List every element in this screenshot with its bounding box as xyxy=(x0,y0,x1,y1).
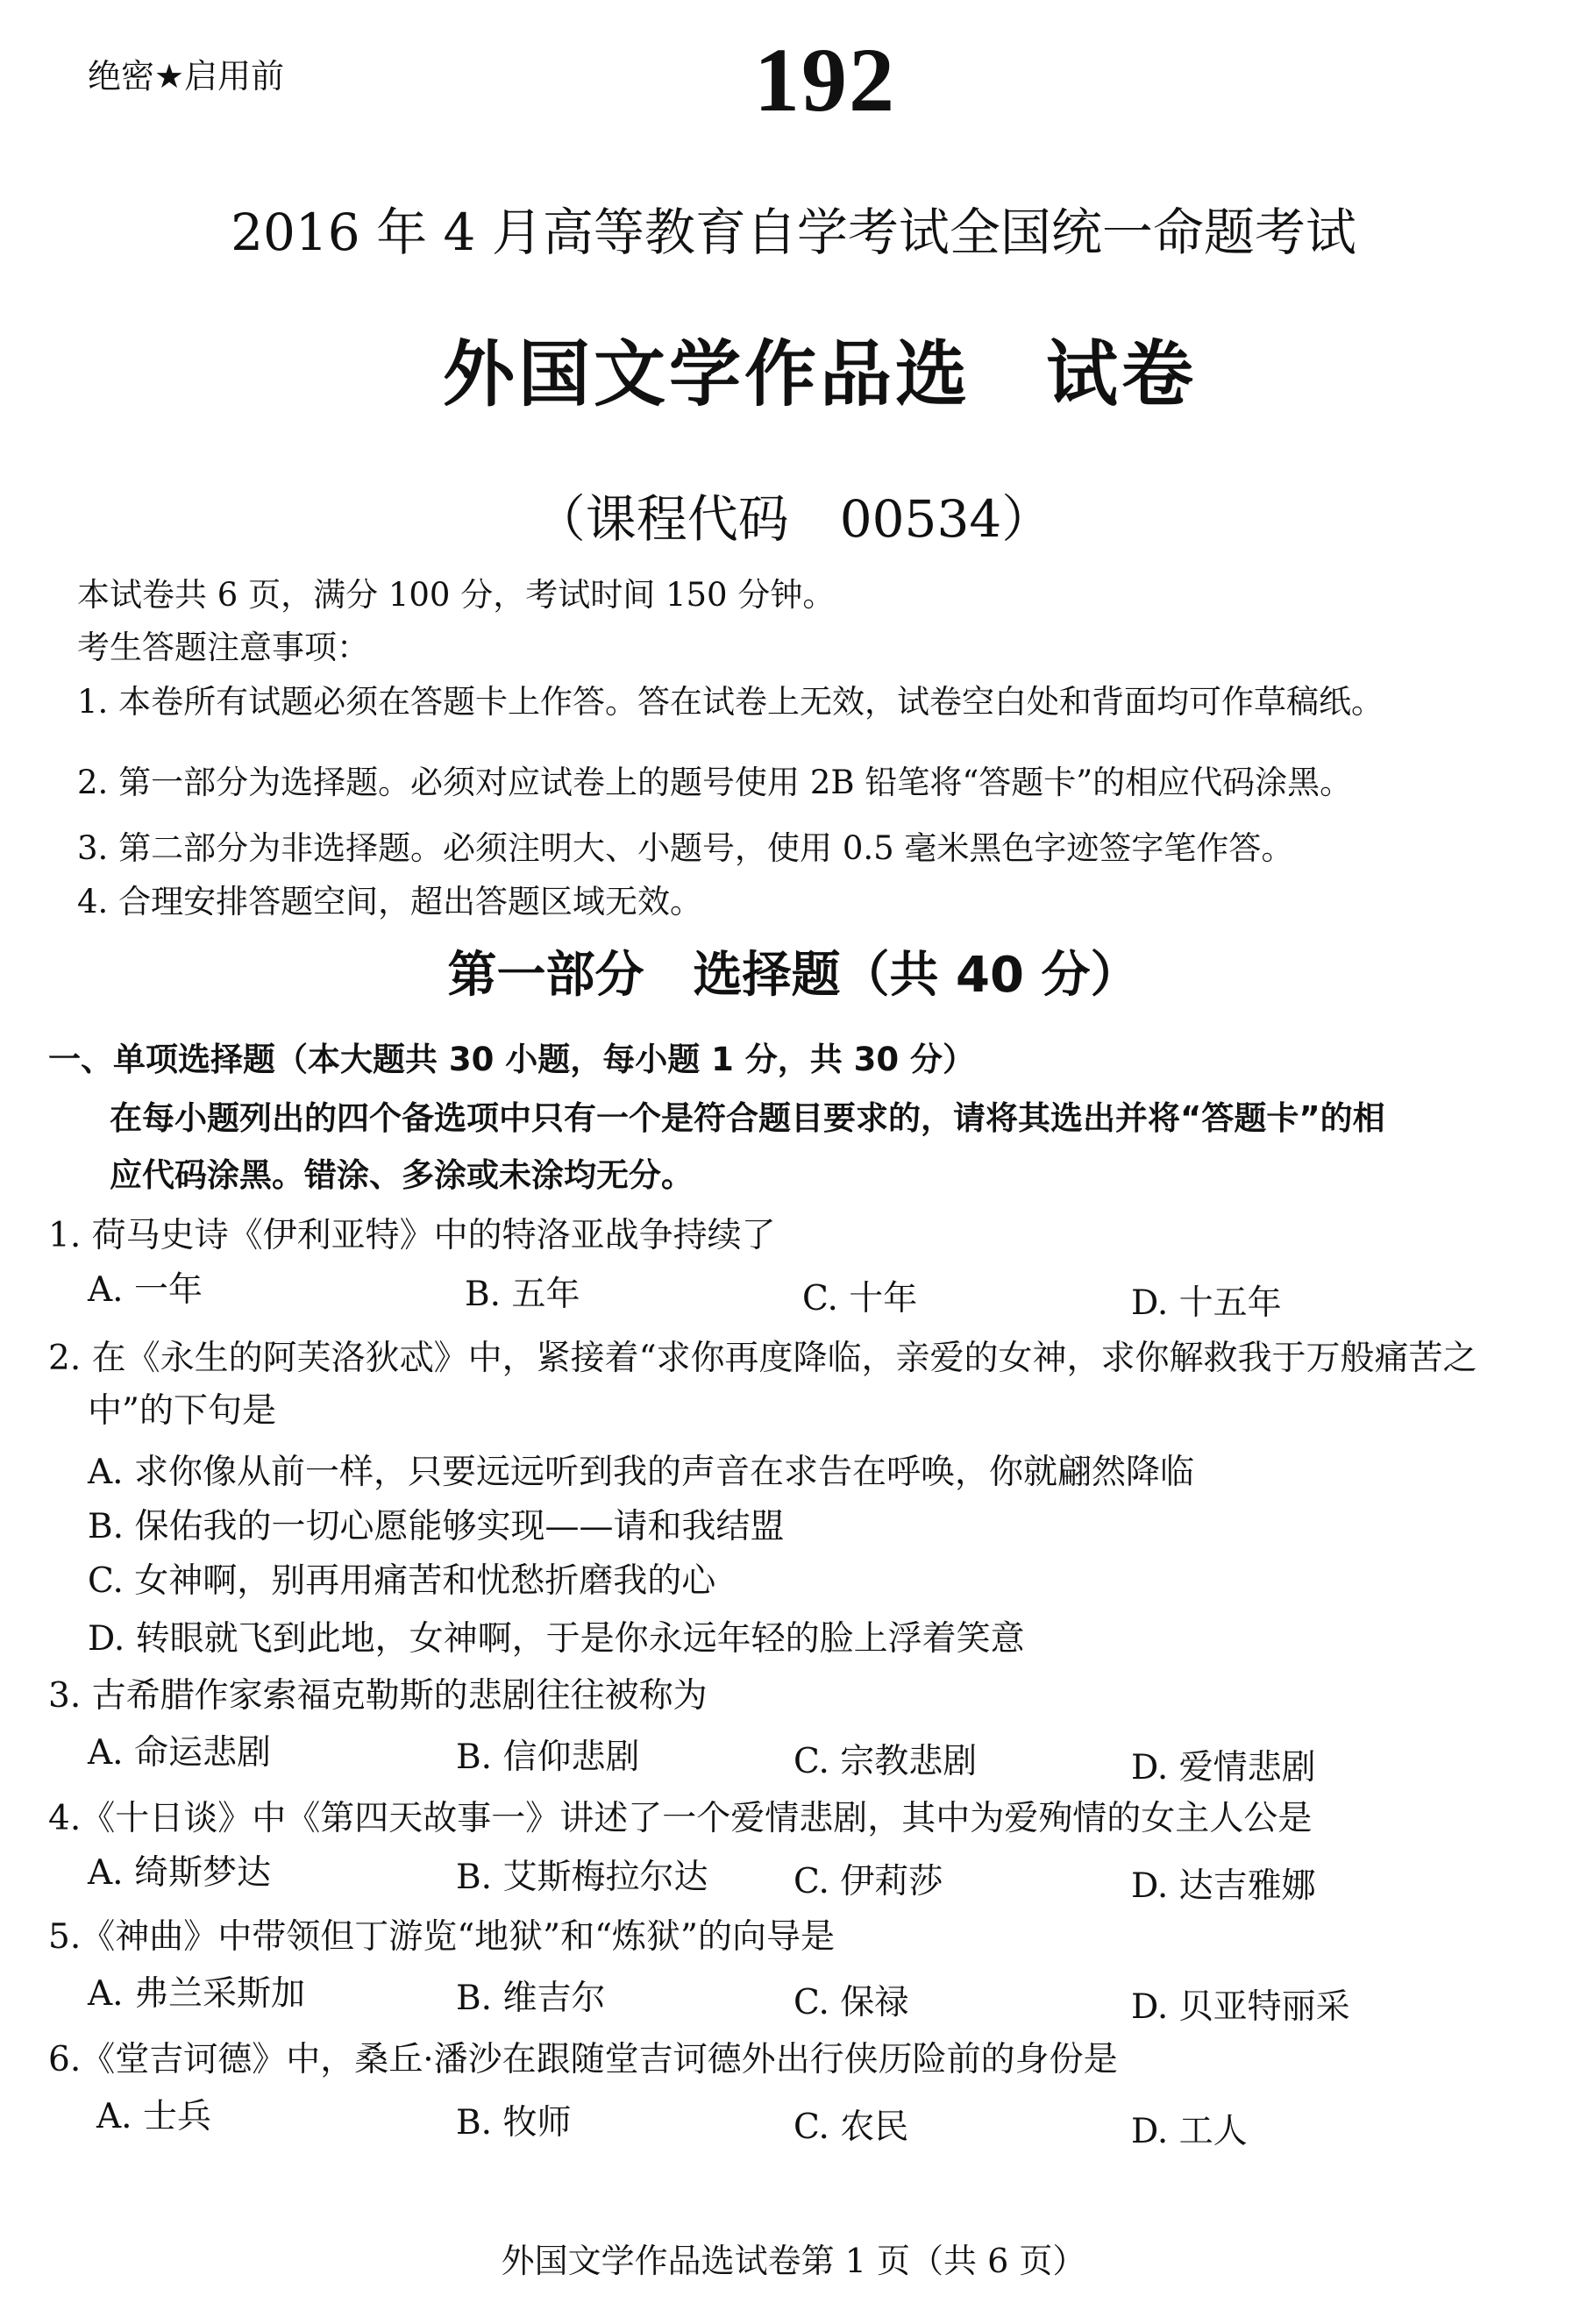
answer-option: B. 牧师 xyxy=(456,2103,572,2143)
answer-option: A. 士兵 xyxy=(96,2097,211,2136)
question-stem: 5.《神曲》中带领但丁游览“地狱”和“炼狱”的向导是 xyxy=(48,1917,835,1957)
paper-info: 本试卷共 6 页，满分 100 分，考试时间 150 分钟。 xyxy=(77,576,836,614)
answer-option: D. 工人 xyxy=(1131,2112,1248,2151)
question-group-heading: 一、单项选择题（本大题共 30 小题，每小题 1 分，共 30 分） xyxy=(48,1041,976,1078)
note-item: 3. 第二部分为非选择题。必须注明大、小题号，使用 0.5 毫米黑色字迹签字笔作答。 xyxy=(77,829,1294,867)
question-stem: 2. 在《永生的阿芙洛狄忒》中，紧接着“求你再度降临，亲爱的女神，求你解救我于万般痛苦之 xyxy=(48,1339,1477,1378)
answer-option: B. 维吉尔 xyxy=(456,1979,606,2018)
note-item: 2. 第一部分为选择题。必须对应试卷上的题号使用 2B 铅笔将“答题卡”的相应代码涂黑。 xyxy=(77,764,1353,801)
answer-option: C. 十年 xyxy=(802,1279,918,1318)
answer-option: A. 求你像从前一样，只要远远听到我的声音在求告在呼唤，你就翩然降临 xyxy=(88,1453,1194,1492)
exam-title: 2016 年 4 月高等教育自学考试全国统一命题考试 xyxy=(231,203,1356,262)
question-stem: 中”的下句是 xyxy=(88,1391,276,1431)
answer-option: C. 农民 xyxy=(794,2107,909,2147)
answer-option: C. 保禄 xyxy=(794,1983,909,2022)
answer-option: A. 绮斯梦达 xyxy=(88,1853,271,1893)
answer-option: B. 保佑我的一切心愿能够实现——请和我结盟 xyxy=(88,1507,785,1546)
instruction-line: 在每小题列出的四个备选项中只有一个是符合题目要求的，请将其选出并将“答题卡”的相 xyxy=(110,1099,1385,1137)
answer-option: D. 爱情悲剧 xyxy=(1131,1748,1316,1787)
answer-option: A. 弗兰采斯加 xyxy=(88,1974,305,2014)
notes-heading: 考生答题注意事项： xyxy=(77,629,369,666)
question-stem: 6.《堂吉诃德》中，桑丘·潘沙在跟随堂吉诃德外出行侠历险前的身份是 xyxy=(48,2040,1118,2079)
answer-option: B. 信仰悲剧 xyxy=(456,1738,640,1777)
course-code: （课程代码 00534） xyxy=(534,489,1053,549)
note-item: 4. 合理安排答题空间，超出答题区域无效。 xyxy=(77,883,703,920)
question-stem: 1. 荷马史诗《伊利亚特》中的特洛亚战争持续了 xyxy=(48,1216,776,1255)
section-title: 第一部分 选择题（共 40 分） xyxy=(447,947,1140,1004)
answer-option: A. 一年 xyxy=(88,1270,203,1310)
note-item: 1. 本卷所有试题必须在答题卡上作答。答在试卷上无效，试卷空白处和背面均可作草稿纸。 xyxy=(77,683,1384,721)
answer-option: C. 宗教悲剧 xyxy=(794,1742,978,1781)
answer-option: D. 转眼就飞到此地，女神啊，于是你永远年轻的脸上浮着笑意 xyxy=(88,1619,1025,1659)
answer-option: D. 十五年 xyxy=(1131,1283,1282,1323)
page-footer: 外国文学作品选试卷第 1 页（共 6 页） xyxy=(501,2242,1086,2280)
answer-option: C. 伊莉莎 xyxy=(794,1862,943,1901)
answer-option: B. 艾斯梅拉尔达 xyxy=(456,1858,708,1897)
confidential-label: 绝密★启用前 xyxy=(88,57,285,96)
question-stem: 4.《十日谈》中《第四天故事一》讲述了一个爱情悲剧，其中为爱殉情的女主人公是 xyxy=(48,1799,1313,1838)
answer-option: A. 命运悲剧 xyxy=(88,1733,271,1773)
answer-option: C. 女神啊，别再用痛苦和忧愁折磨我的心 xyxy=(88,1561,716,1601)
instruction-line: 应代码涂黑。错涂、多涂或未涂均无分。 xyxy=(110,1156,694,1194)
answer-option: B. 五年 xyxy=(465,1275,580,1314)
question-stem: 3. 古希腊作家索福克勒斯的悲剧往往被称为 xyxy=(48,1676,708,1716)
answer-option: D. 贝亚特丽采 xyxy=(1131,1987,1350,2027)
subject-title: 外国文学作品选 试卷 xyxy=(443,332,1198,416)
answer-option: D. 达吉雅娜 xyxy=(1131,1866,1316,1906)
exam-code-number: 192 xyxy=(754,30,896,131)
